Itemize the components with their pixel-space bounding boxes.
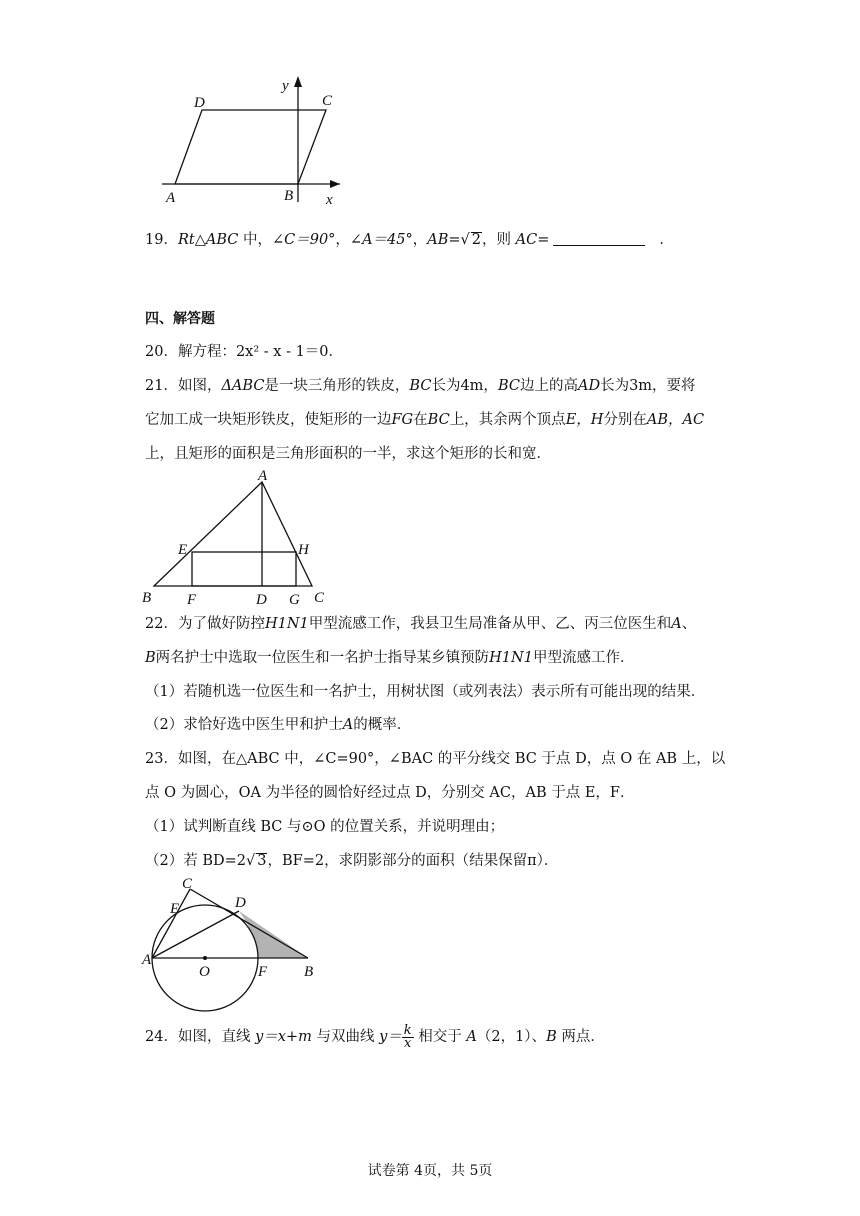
question-24: 24．如图，直线 y＝x+m 与双曲线 y＝ $\frac{k}{x}$ 相交于 A（2，1）、B 两点． <box>145 1022 605 1051</box>
fraction-k-over-x: $\frac{k}{x}$ <box>403 1022 412 1051</box>
question-22-line-1: 22．为了做好防控H1N1甲型流感工作，我县卫生局准备从甲、乙、丙三位医生和A、 <box>145 616 697 632</box>
section-heading: 四、解答题 <box>145 311 215 327</box>
label-h: H <box>298 542 309 558</box>
label-c: C <box>182 876 193 892</box>
question-23-part-2: （2）若 BD=2√ 3，BF=2，求阴影部分的面积（结果保留π）． <box>145 853 559 869</box>
label-a: A <box>166 190 176 206</box>
question-21-line-2: 它加工成一块矩形铁皮，使矩形的一边FG在BC上，其余两个顶点E，H分别在AB，AC <box>145 412 705 428</box>
answer-blank <box>553 231 645 246</box>
label-b: B <box>142 590 152 606</box>
page-footer: 试卷第 4页，共 5页 <box>367 1163 493 1179</box>
label-g: G <box>289 592 300 608</box>
label-b: B <box>284 188 294 204</box>
label-d: D <box>194 95 205 111</box>
question-20: 20．解方程：2x² ‐ x ‐ 1＝0． <box>145 344 344 360</box>
question-21-line-3: 上，且矩形的面积是三角形面积的一半，求这个矩形的长和宽． <box>145 446 551 462</box>
question-22-part-1: （1）若随机选一位医生和一名护士，用树状图（或列表法）表示所有可能出现的结果． <box>145 684 706 700</box>
question-23-line-1: 23．如图，在△ABC 中，∠C=90°，∠BAC 的平分线交 BC 于点 D，点 O 在 AB 上，以 <box>145 751 726 767</box>
label-f: F <box>258 964 268 980</box>
label-o: O <box>199 964 210 980</box>
triangle-rectangle-figure <box>140 468 340 608</box>
question-22-line-2: B两名护士中选取一位医生和一名护士指导某乡镇预防H1N1甲型流感工作． <box>145 650 635 666</box>
label-c: C <box>314 590 325 606</box>
label-b: B <box>304 964 314 980</box>
question-19: 19．Rt△ABC 中，∠C＝90°，∠A＝45°，AB=√ 2，则 AC= ． <box>145 232 674 248</box>
label-e: E <box>170 901 180 917</box>
question-21-line-1: 21．如图，ΔABC是一块三角形的铁皮，BC长为4m，BC边上的高AD长为3m，要将 <box>145 378 696 394</box>
question-23-part-1: （1）试判断直线 BC 与⊙O 的位置关系，并说明理由； <box>145 819 505 835</box>
circle-tangent-figure <box>140 872 330 1022</box>
label-x: x <box>326 192 333 208</box>
label-f: F <box>187 592 197 608</box>
label-d: D <box>256 592 267 608</box>
label-a: A <box>258 468 268 484</box>
label-d: D <box>235 895 246 911</box>
label-e: E <box>178 542 188 558</box>
question-22-part-2: （2）求恰好选中医生甲和护士A的概率． <box>145 717 412 733</box>
label-c: C <box>322 93 333 109</box>
label-y: y <box>282 78 289 94</box>
question-23-line-2: 点 O 为圆心，OA 为半径的圆恰好经过点 D，分别交 AC，AB 于点 E，F． <box>145 785 635 801</box>
label-a: A <box>142 952 152 968</box>
parallelogram-figure <box>150 70 360 210</box>
